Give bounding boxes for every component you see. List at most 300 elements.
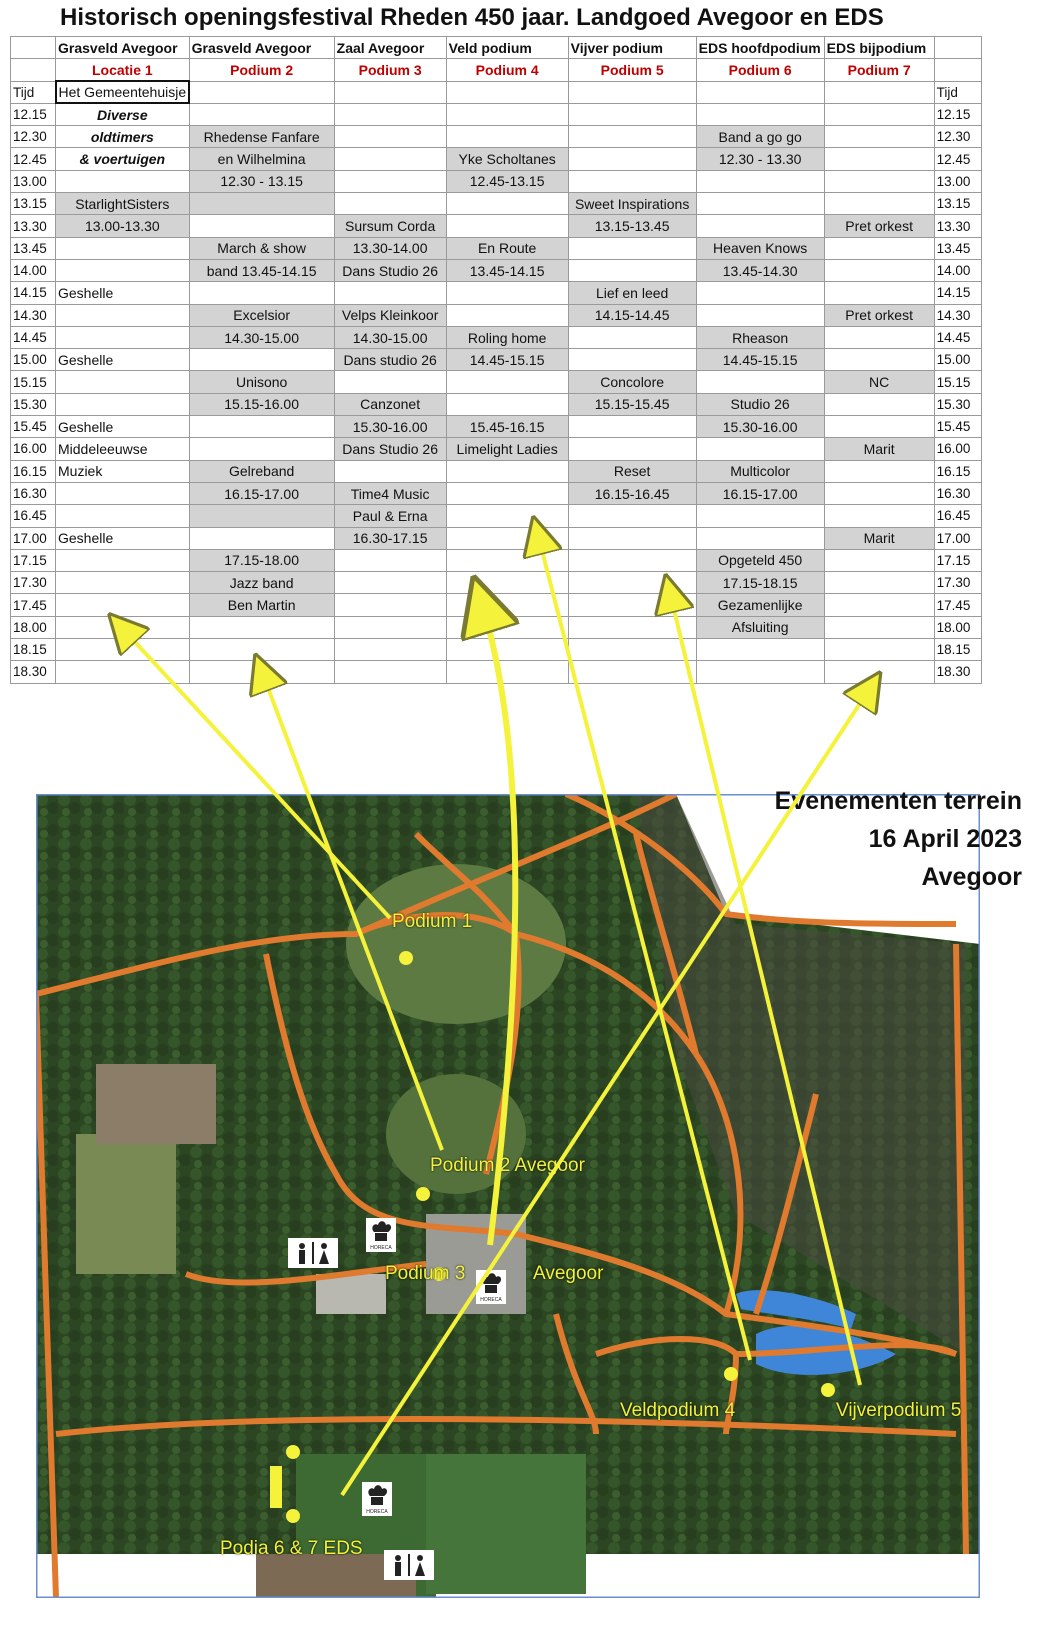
- map-label-podium3: Podium 3: [385, 1263, 466, 1284]
- schedule-cell: Ben Martin: [189, 594, 334, 616]
- time-cell: 12.15: [934, 103, 981, 125]
- schedule-cell: [568, 148, 696, 170]
- schedule-cell: [334, 148, 446, 170]
- time-cell: 15.45: [11, 416, 56, 438]
- schedule-cell: [446, 193, 568, 215]
- time-cell: 14.00: [934, 259, 981, 281]
- schedule-cell: [56, 170, 190, 192]
- schedule-cell: Podium 2: [189, 59, 334, 81]
- time-cell: [11, 37, 56, 59]
- schedule-cell: [189, 416, 334, 438]
- schedule-cell: EDS bijpodium: [824, 37, 934, 59]
- horeca-text: HORECA: [366, 1509, 388, 1515]
- time-cell: 17.30: [11, 572, 56, 594]
- schedule-cell: [189, 661, 334, 683]
- time-cell: 16.45: [11, 505, 56, 527]
- map-heading-line-2: 16 April 2023: [868, 825, 1022, 853]
- schedule-cell: Canzonet: [334, 393, 446, 415]
- map-building-hotel: [316, 1274, 386, 1314]
- schedule-cell: [824, 572, 934, 594]
- schedule-cell: [824, 259, 934, 281]
- schedule-cell: [56, 371, 190, 393]
- schedule-cell: [696, 282, 824, 304]
- schedule-cell: Podium 5: [568, 59, 696, 81]
- time-cell: 15.00: [934, 349, 981, 371]
- map-label-avegoor: Avegoor: [533, 1263, 604, 1284]
- schedule-cell: [334, 572, 446, 594]
- time-cell: 12.30: [934, 126, 981, 148]
- schedule-row: [11, 126, 982, 148]
- schedule-cell: Marit: [824, 438, 934, 460]
- schedule-cell: [56, 639, 190, 661]
- schedule-cell: [696, 438, 824, 460]
- schedule-cell: Middeleeuwse: [56, 438, 190, 460]
- map-label-veldpodium: Veldpodium 4: [620, 1400, 736, 1421]
- time-cell: 16.15: [11, 460, 56, 482]
- schedule-row: [11, 460, 982, 482]
- vijverpodium-dot: [821, 1383, 835, 1397]
- schedule-cell: [56, 304, 190, 326]
- schedule-cell: Vijver podium: [568, 37, 696, 59]
- schedule-cell: [446, 126, 568, 148]
- schedule-cell: Podium 4: [446, 59, 568, 81]
- time-cell: 18.00: [11, 616, 56, 638]
- schedule-cell: [446, 103, 568, 125]
- schedule-cell: 12.45-13.15: [446, 170, 568, 192]
- time-cell: [934, 37, 981, 59]
- time-cell: 13.00: [11, 170, 56, 192]
- schedule-cell: [189, 215, 334, 237]
- schedule-cell: Reset: [568, 460, 696, 482]
- schedule-cell: [56, 594, 190, 616]
- schedule-cell: [189, 81, 334, 103]
- time-cell: 15.45: [934, 416, 981, 438]
- festival-title: Historisch openingsfestival Rheden 450 jaar. Landgoed Avegoor en EDS: [60, 4, 884, 31]
- schedule-row: [11, 482, 982, 504]
- schedule-row: [11, 594, 982, 616]
- time-cell: 17.15: [11, 549, 56, 571]
- schedule-cell: 15.45-16.15: [446, 416, 568, 438]
- schedule-cell: [568, 505, 696, 527]
- schedule-row: [11, 349, 982, 371]
- time-cell: 15.15: [934, 371, 981, 393]
- schedule-row: [11, 639, 982, 661]
- schedule-cell: 15.30-16.00: [334, 416, 446, 438]
- time-cell: 14.15: [934, 282, 981, 304]
- schedule-cell: [696, 371, 824, 393]
- map-heading-line-1: Evenementen terrein: [774, 787, 1022, 815]
- schedule-cell: [824, 482, 934, 504]
- schedule-cell: [446, 639, 568, 661]
- schedule-cell: [334, 594, 446, 616]
- schedule-cell: [568, 103, 696, 125]
- schedule-cell: Dans studio 26: [334, 349, 446, 371]
- schedule-cell: [568, 326, 696, 348]
- schedule-cell: 16.15-17.00: [189, 482, 334, 504]
- schedule-cell: [334, 193, 446, 215]
- schedule-cell: [696, 505, 824, 527]
- schedule-cell: [56, 259, 190, 281]
- time-cell: 14.30: [934, 304, 981, 326]
- schedule-cell: Unisono: [189, 371, 334, 393]
- schedule-cell: [334, 81, 446, 103]
- schedule-cell: en Wilhelmina: [189, 148, 334, 170]
- podium2-dot: [416, 1187, 430, 1201]
- schedule-cell: 14.30-15.00: [189, 326, 334, 348]
- schedule-cell: [696, 661, 824, 683]
- schedule-cell: [696, 193, 824, 215]
- time-cell: Tijd: [934, 81, 981, 103]
- schedule-cell: Multicolor: [696, 460, 824, 482]
- schedule-cell: Veld podium: [446, 37, 568, 59]
- hdr-row: [11, 37, 982, 59]
- schedule-cell: [568, 237, 696, 259]
- schedule-cell: [446, 549, 568, 571]
- veldpodium-dot: [724, 1367, 738, 1381]
- schedule-cell: [56, 661, 190, 683]
- schedule-cell: [189, 438, 334, 460]
- schedule-cell: [334, 639, 446, 661]
- schedule-cell: [189, 349, 334, 371]
- time-cell: [934, 59, 981, 81]
- schedule-cell: [334, 371, 446, 393]
- schedule-cell: [446, 482, 568, 504]
- schedule-cell: [696, 103, 824, 125]
- schedule-cell: [568, 259, 696, 281]
- schedule-cell: [334, 616, 446, 638]
- schedule-cell: Roling home: [446, 326, 568, 348]
- schedule-cell: [334, 103, 446, 125]
- schedule-cell: [696, 81, 824, 103]
- schedule-cell: 17.15-18.15: [696, 572, 824, 594]
- schedule-cell: Diverse: [56, 103, 190, 125]
- schedule-cell: Pret orkest: [824, 304, 934, 326]
- toilet-icon-1: [288, 1238, 338, 1268]
- schedule-cell: [568, 549, 696, 571]
- schedule-cell: [824, 148, 934, 170]
- schedule-cell: Marit: [824, 527, 934, 549]
- map-building-farm: [96, 1064, 216, 1144]
- schedule-cell: 16.15-16.45: [568, 482, 696, 504]
- schedule-cell: [446, 393, 568, 415]
- time-cell: 18.30: [934, 661, 981, 683]
- time-cell: 12.15: [11, 103, 56, 125]
- schedule-row: [11, 215, 982, 237]
- time-cell: 14.00: [11, 259, 56, 281]
- time-cell: 14.45: [934, 326, 981, 348]
- schedule-cell: [446, 661, 568, 683]
- schedule-cell: 14.45-15.15: [446, 349, 568, 371]
- schedule-cell: [446, 304, 568, 326]
- schedule-row: [11, 193, 982, 215]
- schedule-cell: Jazz band: [189, 572, 334, 594]
- schedule-row: [11, 393, 982, 415]
- schedule-cell: [824, 326, 934, 348]
- schedule-cell: [189, 505, 334, 527]
- schedule-cell: 15.30-16.00: [696, 416, 824, 438]
- map-sports-field: [426, 1454, 586, 1594]
- schedule-cell: [824, 126, 934, 148]
- schedule-cell: [446, 282, 568, 304]
- schedule-cell: Het Gemeentehuisje: [56, 81, 190, 103]
- horeca-icon-1: [366, 1218, 396, 1252]
- schedule-cell: Podium 7: [824, 59, 934, 81]
- schedule-cell: March & show: [189, 237, 334, 259]
- time-cell: 17.00: [934, 527, 981, 549]
- schedule-row: [11, 527, 982, 549]
- schedule-cell: [56, 482, 190, 504]
- schedule-cell: [56, 393, 190, 415]
- schedule-cell: Locatie 1: [56, 59, 190, 81]
- schedule-cell: 13.00-13.30: [56, 215, 190, 237]
- podium1-dot: [399, 951, 413, 965]
- schedule-row: [11, 304, 982, 326]
- schedule-cell: [568, 594, 696, 616]
- schedule-cell: [446, 616, 568, 638]
- time-cell: Tijd: [11, 81, 56, 103]
- map-label-vijverpodium: Vijverpodium 5: [836, 1400, 962, 1421]
- schedule-cell: Excelsior: [189, 304, 334, 326]
- schedule-cell: [446, 572, 568, 594]
- schedule-cell: Dans Studio 26: [334, 438, 446, 460]
- schedule-cell: Sursum Corda: [334, 215, 446, 237]
- schedule-cell: [189, 639, 334, 661]
- schedule-cell: Geshelle: [56, 416, 190, 438]
- schedule-row: [11, 148, 982, 170]
- time-cell: 14.45: [11, 326, 56, 348]
- schedule-cell: [189, 527, 334, 549]
- horeca-text: HORECA: [480, 1297, 502, 1303]
- time-cell: 15.00: [11, 349, 56, 371]
- schedule-cell: oldtimers: [56, 126, 190, 148]
- schedule-cell: [824, 661, 934, 683]
- schedule-cell: 12.30 - 13.30: [696, 148, 824, 170]
- time-cell: 12.45: [934, 148, 981, 170]
- time-cell: 16.45: [934, 505, 981, 527]
- schedule-cell: 14.45-15.15: [696, 349, 824, 371]
- schedule-cell: [696, 527, 824, 549]
- schedule-cell: [824, 616, 934, 638]
- schedule-cell: Zaal Avegoor: [334, 37, 446, 59]
- schedule-cell: Lief en leed: [568, 282, 696, 304]
- horeca-icon-2: [476, 1270, 506, 1304]
- schedule-cell: 16.15-17.00: [696, 482, 824, 504]
- schedule-cell: [696, 639, 824, 661]
- schedule-cell: [568, 661, 696, 683]
- schedule-cell: & voertuigen: [56, 148, 190, 170]
- schedule-cell: [824, 103, 934, 125]
- schedule-cell: [568, 616, 696, 638]
- schedule-cell: 14.15-14.45: [568, 304, 696, 326]
- schedule-cell: Paul & Erna: [334, 505, 446, 527]
- map-field-left: [76, 1134, 176, 1274]
- schedule-cell: Rhedense Fanfare: [189, 126, 334, 148]
- schedule-cell: Band a go go: [696, 126, 824, 148]
- schedule-cell: [568, 416, 696, 438]
- schedule-row: [11, 103, 982, 125]
- schedule-cell: En Route: [446, 237, 568, 259]
- schedule-cell: [824, 393, 934, 415]
- time-cell: 15.30: [934, 393, 981, 415]
- schedule-cell: Geshelle: [56, 527, 190, 549]
- schedule-cell: [568, 572, 696, 594]
- schedule-cell: 15.15-15.45: [568, 393, 696, 415]
- schedule-row: [11, 416, 982, 438]
- schedule-cell: [568, 126, 696, 148]
- time-cell: 13.00: [934, 170, 981, 192]
- schedule-cell: [56, 549, 190, 571]
- schedule-cell: Concolore: [568, 371, 696, 393]
- time-cell: 15.15: [11, 371, 56, 393]
- eds-stage-bar: [270, 1466, 282, 1508]
- schedule-row: [11, 438, 982, 460]
- sub-row: [11, 59, 982, 81]
- horeca-icon-3: [362, 1482, 392, 1516]
- schedule-cell: [696, 215, 824, 237]
- time-cell: 12.30: [11, 126, 56, 148]
- schedule-cell: Gelreband: [189, 460, 334, 482]
- schedule-cell: Gezamenlijke: [696, 594, 824, 616]
- schedule-cell: Afsluiting: [696, 616, 824, 638]
- schedule-cell: [568, 527, 696, 549]
- podia67-dot-b: [286, 1509, 300, 1523]
- schedule-cell: [446, 460, 568, 482]
- schedule-cell: [824, 81, 934, 103]
- time-cell: 13.45: [11, 237, 56, 259]
- schedule-cell: [568, 170, 696, 192]
- schedule-row: [11, 505, 982, 527]
- time-cell: 17.45: [934, 594, 981, 616]
- schedule-cell: [446, 81, 568, 103]
- time-cell: 17.15: [934, 549, 981, 571]
- schedule-cell: Opgeteld 450: [696, 549, 824, 571]
- schedule-cell: [824, 170, 934, 192]
- podia67-dot-a: [286, 1445, 300, 1459]
- time-cell: 12.45: [11, 148, 56, 170]
- toilet-icon-2: [384, 1550, 434, 1580]
- map-label-podium2: Podium 2 Avegoor: [430, 1155, 585, 1176]
- schedule-row: [11, 371, 982, 393]
- schedule-row: [11, 259, 982, 281]
- time-cell: 17.00: [11, 527, 56, 549]
- time-cell: [11, 59, 56, 81]
- time-cell: 17.45: [11, 594, 56, 616]
- map-label-podia67: Podia 6 & 7 EDS: [220, 1538, 363, 1559]
- time-cell: 14.30: [11, 304, 56, 326]
- schedule-cell: Grasveld Avegoor: [56, 37, 190, 59]
- schedule-cell: [568, 639, 696, 661]
- schedule-cell: [824, 505, 934, 527]
- schedule-cell: Pret orkest: [824, 215, 934, 237]
- schedule-row: [11, 170, 982, 192]
- schedule-cell: [56, 572, 190, 594]
- schedule-cell: [824, 237, 934, 259]
- schedule-cell: [824, 193, 934, 215]
- schedule-cell: [696, 304, 824, 326]
- schedule-cell: [334, 126, 446, 148]
- schedule-table: [10, 36, 982, 684]
- time-cell: 13.15: [11, 193, 56, 215]
- schedule-cell: 14.30-15.00: [334, 326, 446, 348]
- time-cell: 13.15: [934, 193, 981, 215]
- time-cell: 14.15: [11, 282, 56, 304]
- schedule-row: [11, 237, 982, 259]
- schedule-cell: Yke Scholtanes: [446, 148, 568, 170]
- time-cell: 16.30: [934, 482, 981, 504]
- schedule-cell: Podium 6: [696, 59, 824, 81]
- time-cell: 18.00: [934, 616, 981, 638]
- schedule-cell: [334, 661, 446, 683]
- schedule-cell: 13.15-13.45: [568, 215, 696, 237]
- schedule-cell: NC: [824, 371, 934, 393]
- schedule-cell: [446, 505, 568, 527]
- time-cell: 16.15: [934, 460, 981, 482]
- schedule-cell: [334, 170, 446, 192]
- schedule-cell: 13.30-14.00: [334, 237, 446, 259]
- time-cell: 18.15: [934, 639, 981, 661]
- schedule-cell: [334, 282, 446, 304]
- schedule-cell: Limelight Ladies: [446, 438, 568, 460]
- schedule-cell: [568, 349, 696, 371]
- schedule-cell: [56, 237, 190, 259]
- schedule-cell: StarlightSisters: [56, 193, 190, 215]
- schedule-cell: Muziek: [56, 460, 190, 482]
- schedule-cell: Time4 Music: [334, 482, 446, 504]
- map-label-podium1: Podium 1: [392, 911, 473, 932]
- schedule-row: [11, 326, 982, 348]
- schedule-row: [11, 282, 982, 304]
- schedule-cell: [334, 549, 446, 571]
- time-cell: 16.00: [934, 438, 981, 460]
- schedule-row: [11, 549, 982, 571]
- schedule-cell: [446, 527, 568, 549]
- time-cell: 16.00: [11, 438, 56, 460]
- schedule-cell: [56, 616, 190, 638]
- schedule-cell: 17.15-18.00: [189, 549, 334, 571]
- schedule-cell: [189, 193, 334, 215]
- schedule-cell: [189, 282, 334, 304]
- schedule-cell: [824, 460, 934, 482]
- schedule-cell: band 13.45-14.15: [189, 259, 334, 281]
- schedule-cell: 15.15-16.00: [189, 393, 334, 415]
- schedule-cell: [824, 594, 934, 616]
- schedule-cell: Velps Kleinkoor: [334, 304, 446, 326]
- schedule-cell: 12.30 - 13.15: [189, 170, 334, 192]
- schedule-cell: EDS hoofdpodium: [696, 37, 824, 59]
- schedule-cell: [56, 505, 190, 527]
- schedule-row: [11, 572, 982, 594]
- time-cell: 17.30: [934, 572, 981, 594]
- schedule-cell: [56, 326, 190, 348]
- schedule-cell: [568, 81, 696, 103]
- schedule-cell: [824, 549, 934, 571]
- schedule-cell: [824, 416, 934, 438]
- schedule-cell: [696, 170, 824, 192]
- schedule-cell: [446, 371, 568, 393]
- schedule-cell: [446, 594, 568, 616]
- time-cell: 16.30: [11, 482, 56, 504]
- schedule-cell: [568, 438, 696, 460]
- time-cell: 18.30: [11, 661, 56, 683]
- schedule-cell: [824, 282, 934, 304]
- schedule-cell: Podium 3: [334, 59, 446, 81]
- schedule-row: [11, 661, 982, 683]
- schedule-cell: Studio 26: [696, 393, 824, 415]
- schedule-cell: [334, 460, 446, 482]
- time-cell: 13.45: [934, 237, 981, 259]
- schedule-cell: 16.30-17.15: [334, 527, 446, 549]
- time-cell: 13.30: [934, 215, 981, 237]
